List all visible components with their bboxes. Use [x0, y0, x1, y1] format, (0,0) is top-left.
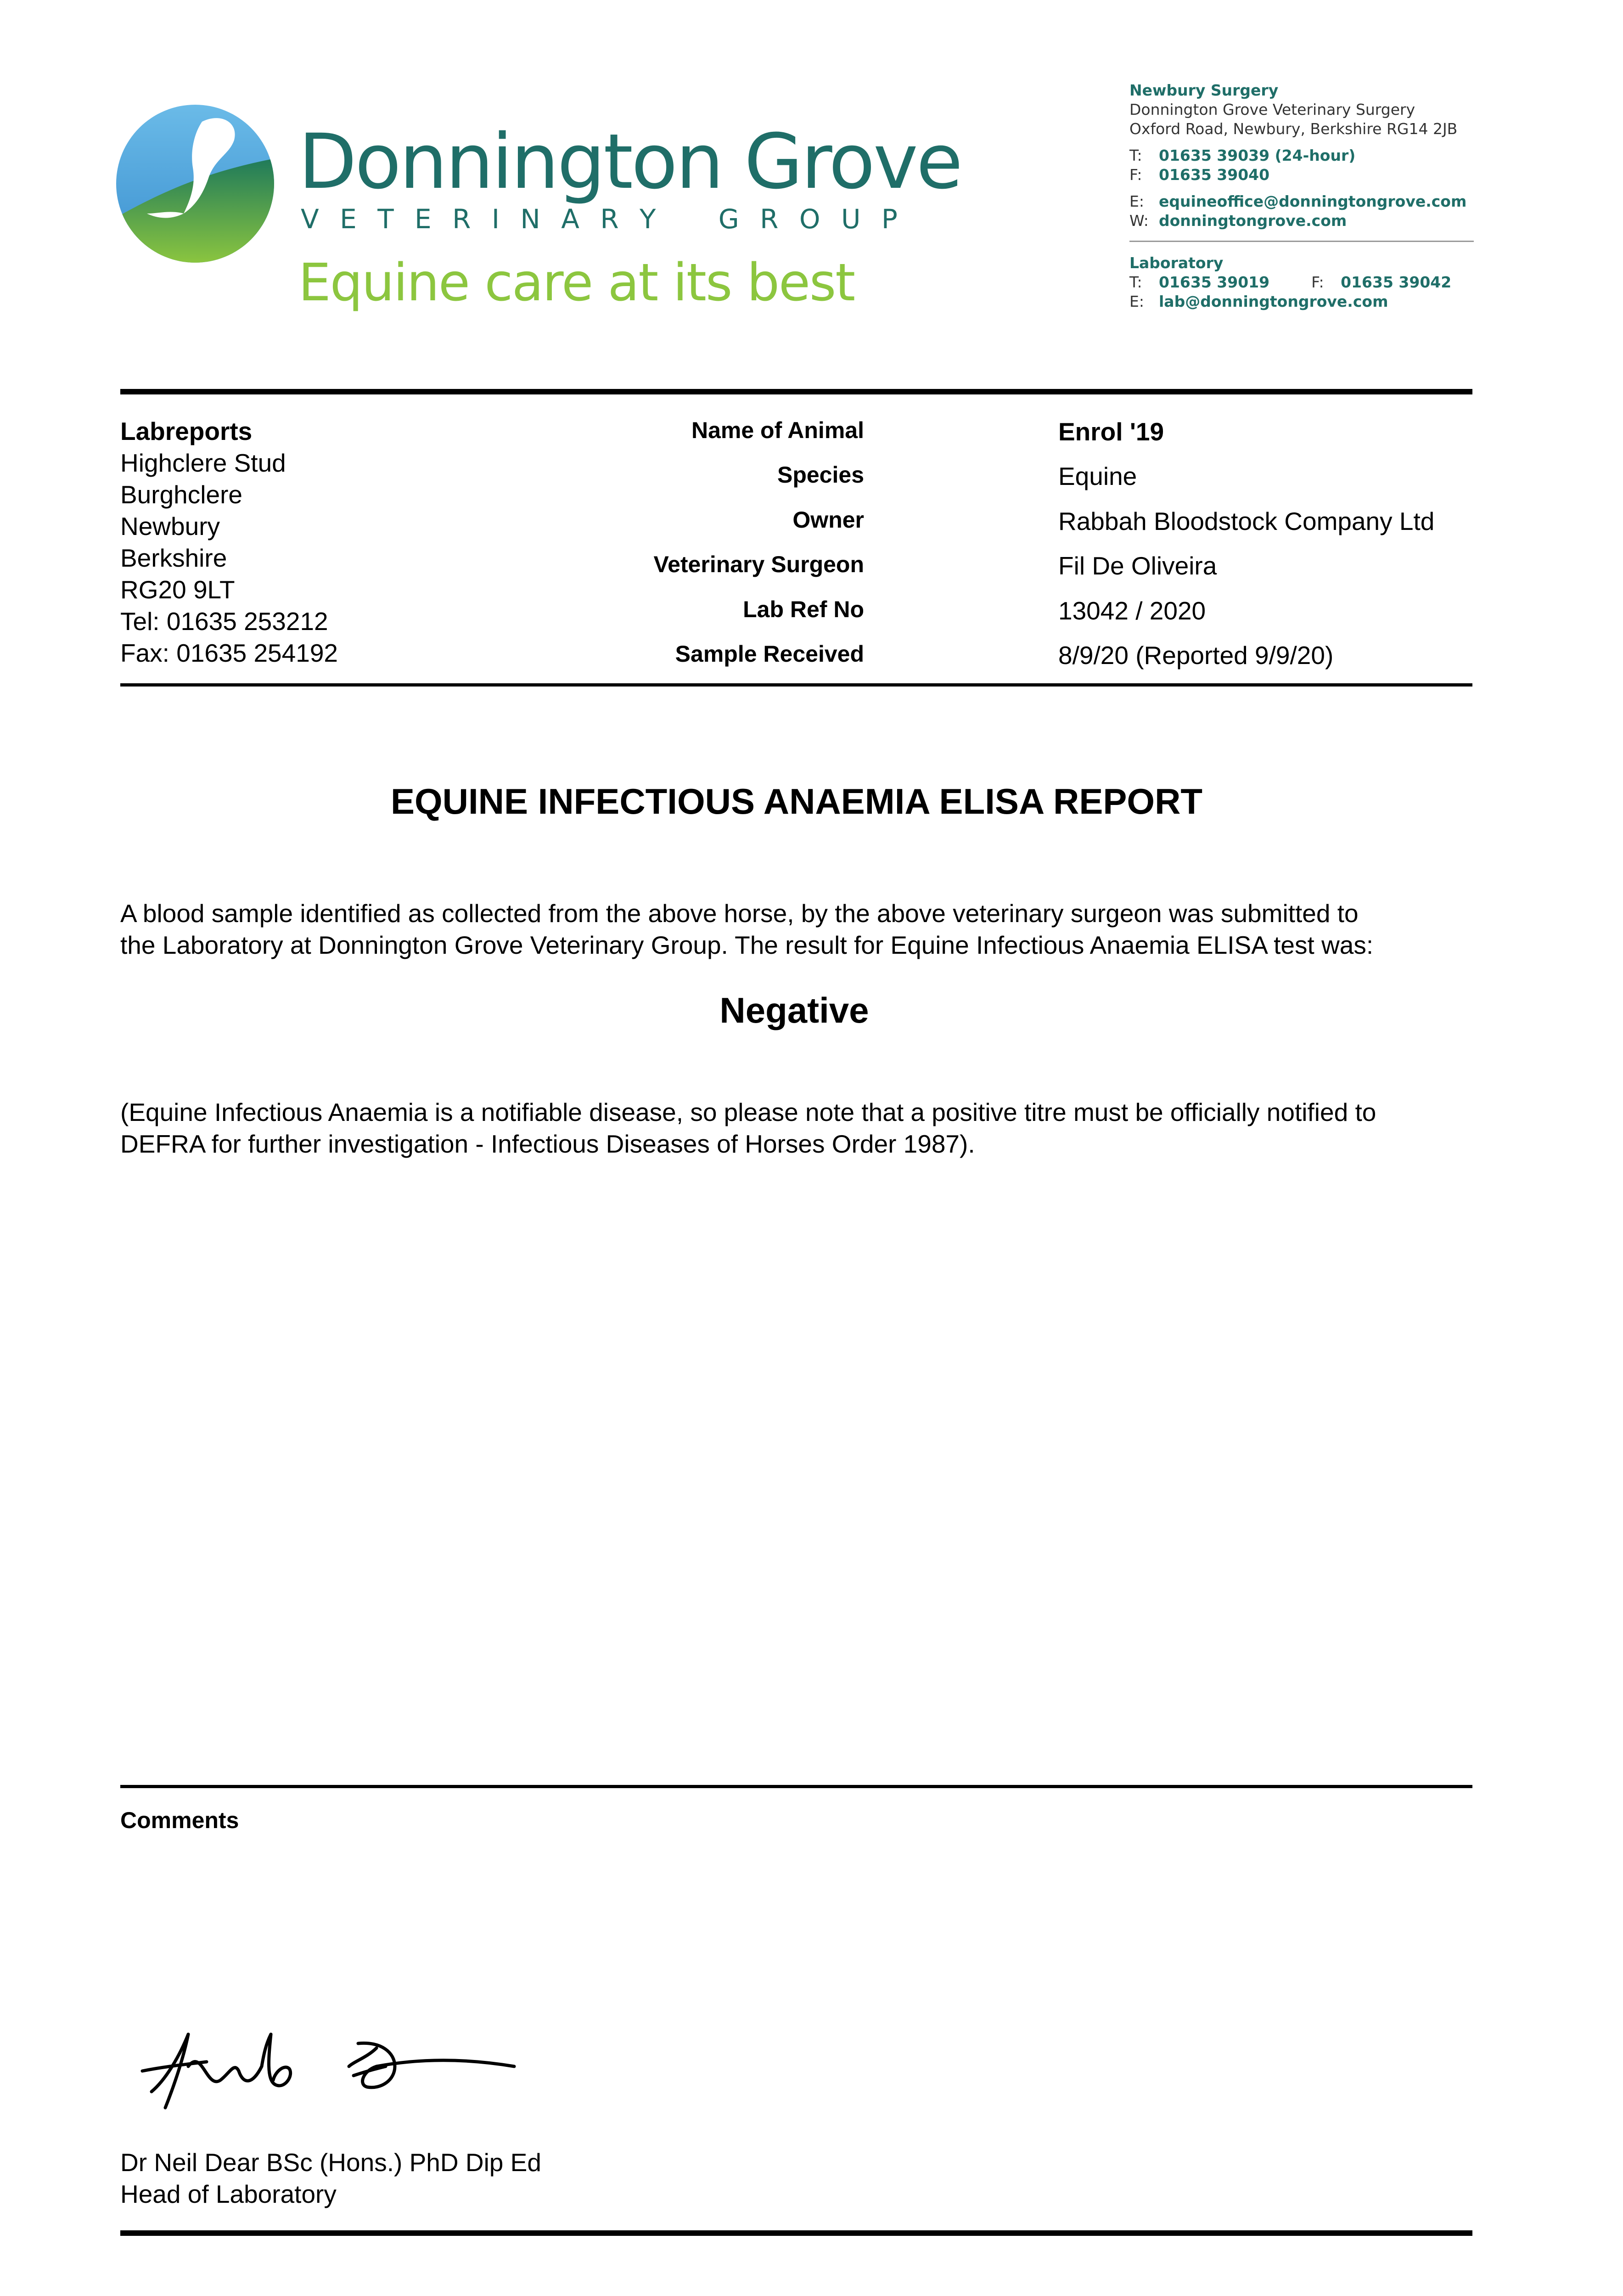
recipient-name: Labreports: [120, 417, 253, 445]
surgery-address-line2: Oxford Road, Newbury, Berkshire RG14 2JB: [1129, 120, 1458, 138]
recipient-line: Highclere Stud: [120, 449, 286, 477]
brand-subtitle: V E T E R I N A R Y G R O U P: [301, 203, 898, 235]
detail-animal-name: Name of Animal Enrol '19: [691, 417, 1164, 446]
detail-owner: Owner Rabbah Bloodstock Company Ltd: [792, 507, 1435, 535]
recipient-line: Newbury: [120, 512, 220, 540]
detail-sample-received: Sample Received 8/9/20 (Reported 9/9/20): [675, 641, 1334, 670]
recipient-line: Burghclere: [120, 480, 242, 509]
recipient-line: Berkshire: [120, 544, 227, 572]
laboratory-email: E: lab@donningtongrove.com: [1129, 293, 1388, 310]
test-result: Negative: [719, 990, 869, 1030]
signatory-name: Dr Neil Dear BSc (Hons.) PhD Dip Ed: [120, 2148, 541, 2177]
surgery-fax: F: 01635 39040: [1129, 166, 1270, 184]
brand-name: Donnington Grove: [298, 118, 961, 206]
recipient-tel: Tel: 01635 253212: [120, 607, 328, 636]
recipient-fax: Fax: 01635 254192: [120, 639, 338, 667]
report-intro: A blood sample identified as collected from the above horse, by the above veterinary surgeon was submitted to the Laboratory at Donnington Grove Veterinary Group. The result for Equine Infectious Anaemia ELISA test was:: [120, 899, 1374, 959]
recipient-address: [120, 416, 338, 669]
report-title: EQUINE INFECTIOUS ANAEMIA ELISA REPORT: [390, 781, 1203, 822]
detail-veterinary-surgeon: Veterinary Surgeon Fil De Oliveira: [653, 551, 1217, 580]
surgery-tel: T: 01635 39039 (24-hour): [1129, 146, 1356, 164]
detail-species: Species Equine: [777, 462, 1137, 490]
detail-lab-ref: Lab Ref No 13042 / 2020: [743, 597, 1206, 625]
signatory: [120, 2147, 541, 2210]
laboratory-title: Laboratory: [1129, 254, 1224, 272]
surgery-web: W: donningtongrove.com: [1129, 212, 1347, 230]
footer-divider: [120, 2230, 1472, 2236]
signature-image: [138, 2016, 551, 2117]
contact-divider: [1129, 241, 1474, 242]
surgery-title: Newbury Surgery: [1129, 81, 1279, 99]
comments-label: Comments: [120, 1807, 239, 1833]
header-divider: [120, 389, 1472, 394]
signatory-role: Head of Laboratory: [120, 2180, 337, 2208]
laboratory-phone: T: 01635 39019 F: 01635 39042: [1129, 273, 1452, 291]
surgery-email: E: equineoffice@donningtongrove.com: [1129, 192, 1467, 210]
logo-icon: [115, 103, 275, 264]
comments-divider: [120, 1785, 1472, 1788]
surgery-address-line1: Donnington Grove Veterinary Surgery: [1129, 101, 1415, 118]
details-divider: [120, 683, 1472, 687]
report-note: (Equine Infectious Anaemia is a notifiable disease, so please note that a positive titre must be officially notified to DEFRA for further investigation - Infectious Diseases of Horses Order 1987).: [120, 1098, 1376, 1158]
recipient-line: RG20 9LT: [120, 575, 235, 604]
tagline: Equine care at its best: [298, 253, 855, 313]
